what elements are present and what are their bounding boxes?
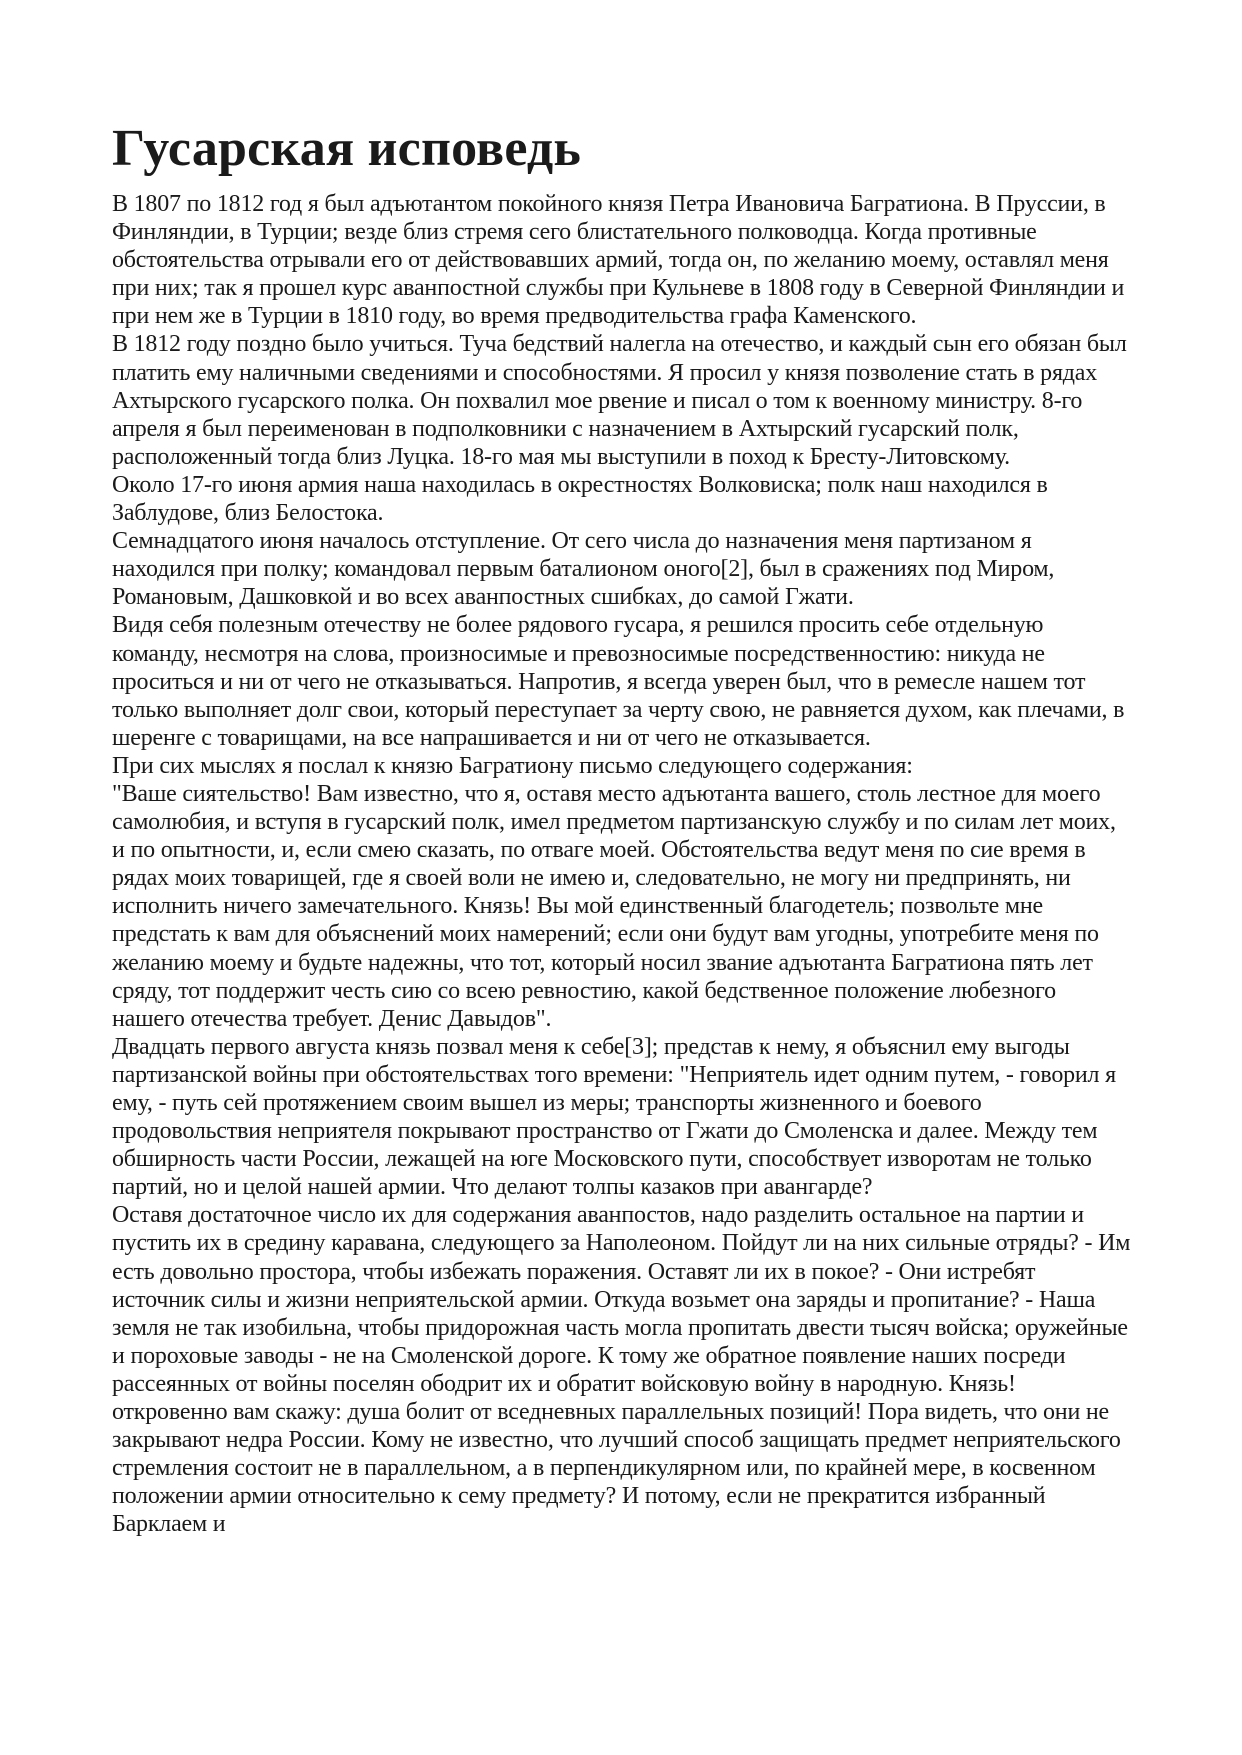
paragraph: В 1812 году поздно было учиться. Туча бедствий налегла на отечество, и каждый сын его обязан был платить ему наличными сведениями и способностями. Я просил у князя позволение стать в рядах Ахтырского гусарского полка. Он похвалил мое рвение и писал о том к военному министру. 8-го апреля я был переименован в подполковники с назначением в Ахтырский гусарский полк, расположенный тогда близ Луцка. 18-го мая мы выступили в поход к Бресту-Литовскому. bbox=[112, 331, 1127, 470]
paragraph: "Ваше сиятельство! Вам известно, что я, оставя место адъютанта вашего, столь лестное для моего самолюбия, и вступя в гусарский полк, имел предметом партизанскую службу и по силам лет моих, и по опытности, и, если смею сказать, по отваге моей. Обстоятельства ведут меня по сие время в рядах моих товарищей, где я своей воли не имею и, следовательно, не могу ни предпринять, ни исполнить ничего замечательного. Князь! Вы мой единственный благодетель; позвольте мне предстать к вам для объяснений моих намерений; если они будут вам угодны, употребите меня по желанию моему и будьте надежны, что тот, который носил звание адъютанта Багратиона пять лет сряду, тот поддержит честь сию со всею ревностию, какой бедственное положение любезного нашего отечества требует. Денис Давыдов". bbox=[112, 780, 1116, 1032]
document-page bbox=[112, 118, 1132, 1539]
paragraph: При сих мыслях я послал к князю Багратиону письмо следующего содержания: bbox=[112, 752, 913, 779]
paragraph: Оставя достаточное число их для содержания аванпостов, надо разделить остальное на партии и пустить их в средину каравана, следующего за Наполеоном. Пойдут ли на них сильные отряды? - Им есть довольно простора, чтобы избежать поражения. Оставят ли их в покое? - Они истребят источник силы и жизни неприятельской армии. Откуда возьмет она заряды и пропитание? - Наша земля не так изобильна, чтобы придорожная часть могла пропитать двести тысяч войска; оружейные и пороховые заводы - не на Смоленской дороге. К тому же обратное появление наших посреди рассеянных от войны поселян ободрит их и обратит войсковую войну в народную. Князь! откровенно вам скажу: душа болит от вседневных параллельных позиций! Пора видеть, что они не закрывают недра России. Кому не известно, что лучший способ защищать предмет неприятельского стремления состоит не в параллельном, а в перпендикулярном или, по крайней мере, в косвенном положении армии относительно к сему предмету? И потому, если не прекратится избранный Барклаем и bbox=[112, 1202, 1131, 1538]
paragraph: Около 17-го июня армия наша находилась в окрестностях Волковиска; полк наш находился в Заблудове, близ Белостока. bbox=[112, 471, 1048, 527]
paragraph: Двадцать первого августа князь позвал меня к себе[3]; представ к нему, я объяснил ему выгоды партизанской войны при обстоятельствах того времени: "Неприятель идет одним путем, - говорил я ему, - путь сей протяжением своим вышел из меры; транспорты жизненного и боевого продовольствия неприятеля покрывают пространство от Гжати до Смоленска и далее. Между тем обширность части России, лежащей на юге Московского пути, способствует изворотам не только партий, но и целой нашей армии. Что делают толпы казаков при авангарде? bbox=[112, 1033, 1116, 1201]
paragraph: Видя себя полезным отечеству не более рядового гусара, я решился просить себе отдельную команду, несмотря на слова, произносимые и превозносимые посредственностию: никуда не проситься и ни от чего не отказываться. Напротив, я всегда уверен был, что в ремесле нашем тот только выполняет долг свои, который переступает за черту свою, не равняется духом, как плечами, в шеренге с товарищами, на все напрашивается и ни от чего не отказывается. bbox=[112, 612, 1125, 751]
paragraph: В 1807 по 1812 год я был адъютантом покойного князя Петра Ивановича Багратиона. В Пруссии, в Финляндии, в Турции; везде близ стремя сего блистательного полководца. Когда противные обстоятельства отрывали его от действовавших армий, тогда он, по желанию моему, оставлял меня при них; так я прошел курс аванпостной службы при Кульневе в 1808 году в Северной Финляндии и при нем же в Турции в 1810 году, во время предводительства графа Каменского. bbox=[112, 191, 1125, 330]
paragraph: Семнадцатого июня началось отступление. От сего числа до назначения меня партизаном я находился при полку; командовал первым баталионом оного[2], был в сражениях под Миром, Романовым, Дашковкой и во всех аванпостных сшибках, до самой Гжати. bbox=[112, 528, 1055, 611]
document-body bbox=[112, 190, 1132, 1539]
document-title: Гусарская исповедь bbox=[112, 120, 582, 177]
